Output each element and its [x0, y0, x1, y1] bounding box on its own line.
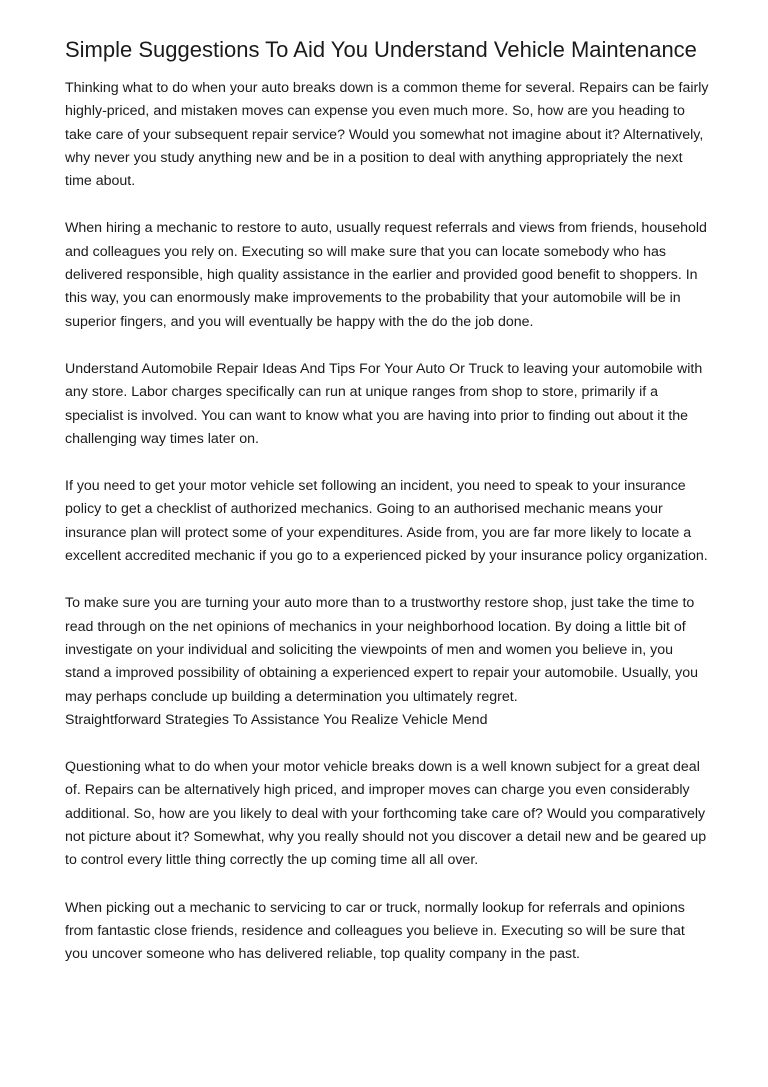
paragraph-7: When picking out a mechanic to servicing to car or truck, normally lookup for referrals and opinions from fantastic close friends, residence and colleagues you believe in. Executing so will be sure that you uncover someone who has delivered reliable, top quality company in the past.	[65, 899, 685, 963]
section-subheading: Straightforward Strategies To Assistance You Realize Vehicle Mend	[65, 711, 488, 728]
paragraph-1: Thinking what to do when your auto breaks down is a common theme for several. Repairs can be fairly highly-priced, and mistaken moves can expense you even much more. So, how are you heading to take care of your subsequent repair service? Would you somewhat not imagine about it? Alternatively, why never you study anything new and be in a position to deal with anything appropriately the next time about.	[65, 80, 709, 190]
paragraph-5: To make sure you are turning your auto more than to a trustworthy restore shop, just take the time to read through on the net opinions of mechanics in your neighborhood location. By doing a little bit of investigate on your individual and soliciting the viewpoints of men and women you believe in, you stand a improved possibility of obtaining a experienced expert to repair your automobile. Usually, you may perhaps conclude up building a determination you ultimately regret.	[65, 595, 699, 705]
paragraph-2: When hiring a mechanic to restore to auto, usually request referrals and views from friends, household and colleagues you rely on. Executing so will make sure that you can locate somebody who has delivered responsible, high quality assistance in the earlier and provided good benefit to shoppers. In this way, you can enormously make improvements to the probability that your automobile will be in superior fingers, and you will eventually be happy with the do the job done.	[65, 220, 707, 330]
document-page	[65, 38, 710, 991]
paragraph-6: Questioning what to do when your motor vehicle breaks down is a well known subject for a great deal of. Repairs can be alternatively high priced, and improper moves can charge you even considerably additional. So, how are you likely to deal with your forthcoming take care of? Would you comparatively not picture about it? Somewhat, why you really should not you discover a detail new and be geared up to control every little thing correctly the up coming time all all over.	[65, 759, 707, 869]
paragraph-4: If you need to get your motor vehicle set following an incident, you need to speak to your insurance policy to get a checklist of authorized mechanics. Going to an authorised mechanic means your insurance plan will protect some of your expenditures. Aside from, you are far more likely to locate a excellent accredited mechanic if you go to a experienced picked by your insurance policy organization.	[65, 478, 708, 565]
page-title: Simple Suggestions To Aid You Understand Vehicle Maintenance	[65, 37, 697, 62]
paragraph-3: Understand Automobile Repair Ideas And Tips For Your Auto Or Truck to leaving your automobile with any store. Labor charges specifically can run at unique ranges from shop to store, primarily if a specialist is involved. You can want to know what you are having into prior to finding out about it the challenging way times later on.	[65, 360, 703, 447]
